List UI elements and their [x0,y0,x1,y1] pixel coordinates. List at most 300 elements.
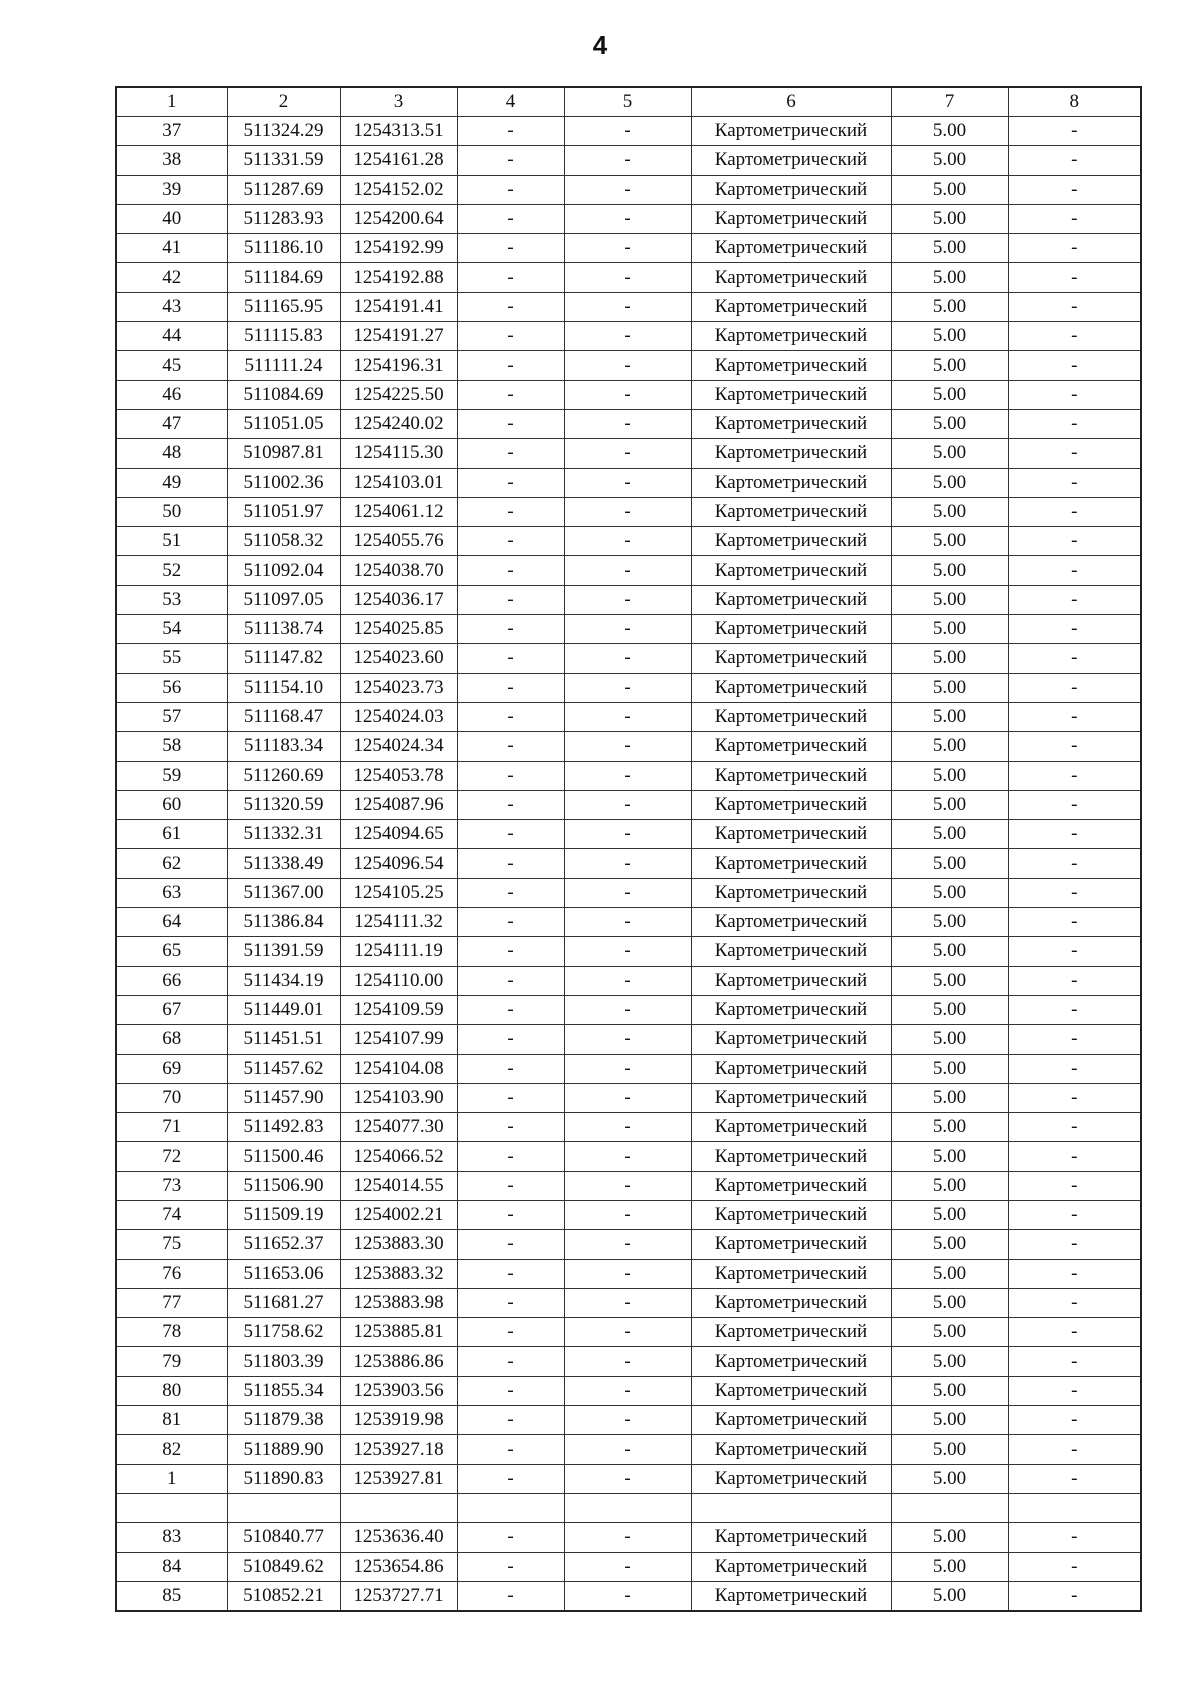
cell-x-coordinate: 511287.69 [227,175,340,204]
cell-point-number: 48 [116,439,227,468]
cell-col-8: - [1008,673,1141,702]
cell-y-coordinate: 1253883.98 [340,1288,457,1317]
cell-method: Картометрический [691,292,891,321]
cell-col-5: - [564,1054,691,1083]
cell-col-5: - [564,468,691,497]
column-header-col-4: 4 [457,87,564,117]
cell-col-8: - [1008,1054,1141,1083]
cell-col-4: - [457,117,564,146]
cell-col-4: - [457,322,564,351]
cell-y-coordinate: 1254094.65 [340,820,457,849]
cell-point-number: 67 [116,995,227,1024]
cell-col-8: - [1008,1406,1141,1435]
cell-col-4: - [457,380,564,409]
cell-col-8: - [1008,497,1141,526]
cell-accuracy: 5.00 [891,1464,1008,1493]
cell-x-coordinate: 511457.90 [227,1083,340,1112]
cell-y-coordinate: 1253927.81 [340,1464,457,1493]
cell-accuracy: 5.00 [891,761,1008,790]
cell-x-coordinate: 511681.27 [227,1288,340,1317]
cell-point-number: 44 [116,322,227,351]
cell-y-coordinate: 1254200.64 [340,204,457,233]
cell-col-5: - [564,849,691,878]
cell-x-coordinate: 511111.24 [227,351,340,380]
table-row [116,1142,1141,1171]
table-row [116,1376,1141,1405]
cell-accuracy: 5.00 [891,1318,1008,1347]
cell-col-5: - [564,1171,691,1200]
cell-col-4: - [457,204,564,233]
cell-point-number: 53 [116,585,227,614]
cell-method: Картометрический [691,820,891,849]
cell-col-8 [1008,1493,1141,1522]
cell-col-8: - [1008,1142,1141,1171]
table-row [116,1171,1141,1200]
cell-x-coordinate: 511386.84 [227,908,340,937]
cell-point-number: 64 [116,908,227,937]
cell-method: Картометрический [691,380,891,409]
cell-accuracy: 5.00 [891,1376,1008,1405]
cell-col-5: - [564,995,691,1024]
cell-col-5: - [564,1347,691,1376]
cell-y-coordinate: 1254191.41 [340,292,457,321]
cell-method: Картометрический [691,322,891,351]
cell-y-coordinate: 1254038.70 [340,556,457,585]
cell-col-5: - [564,527,691,556]
table-row [116,937,1141,966]
cell-col-8: - [1008,1464,1141,1493]
column-header-point-number: 1 [116,87,227,117]
cell-col-5: - [564,1376,691,1405]
cell-point-number: 54 [116,615,227,644]
cell-method: Картометрический [691,497,891,526]
cell-col-5: - [564,673,691,702]
cell-method: Картометрический [691,878,891,907]
cell-accuracy: 5.00 [891,263,1008,292]
cell-col-4: - [457,644,564,673]
cell-y-coordinate: 1254111.32 [340,908,457,937]
cell-col-4: - [457,615,564,644]
cell-method: Картометрический [691,937,891,966]
cell-col-4: - [457,1318,564,1347]
cell-y-coordinate: 1254024.34 [340,732,457,761]
cell-y-coordinate: 1254055.76 [340,527,457,556]
cell-point-number: 51 [116,527,227,556]
table-row [116,1347,1141,1376]
cell-x-coordinate: 511260.69 [227,761,340,790]
cell-method: Картометрический [691,849,891,878]
cell-col-4: - [457,1142,564,1171]
cell-point-number: 80 [116,1376,227,1405]
cell-col-8: - [1008,409,1141,438]
table-row [116,409,1141,438]
cell-col-8: - [1008,995,1141,1024]
cell-point-number: 50 [116,497,227,526]
cell-point-number: 84 [116,1552,227,1581]
cell-point-number: 1 [116,1464,227,1493]
cell-accuracy: 5.00 [891,556,1008,585]
cell-col-5: - [564,1406,691,1435]
cell-point-number: 76 [116,1259,227,1288]
cell-method: Картометрический [691,1171,891,1200]
cell-accuracy: 5.00 [891,615,1008,644]
cell-method: Картометрический [691,1406,891,1435]
table-row [116,1113,1141,1142]
cell-col-8: - [1008,1581,1141,1611]
cell-method: Картометрический [691,234,891,263]
cell-accuracy: 5.00 [891,234,1008,263]
cell-x-coordinate: 511758.62 [227,1318,340,1347]
cell-method: Картометрический [691,908,891,937]
cell-accuracy: 5.00 [891,292,1008,321]
cell-col-8: - [1008,790,1141,819]
cell-col-5: - [564,1435,691,1464]
table-row [116,204,1141,233]
cell-x-coordinate: 511165.95 [227,292,340,321]
cell-accuracy: 5.00 [891,849,1008,878]
cell-col-5: - [564,1142,691,1171]
cell-col-8: - [1008,1025,1141,1054]
cell-col-8: - [1008,761,1141,790]
cell-col-5: - [564,820,691,849]
cell-x-coordinate: 511186.10 [227,234,340,263]
cell-col-5: - [564,1523,691,1552]
table-row [116,380,1141,409]
cell-method: Картометрический [691,585,891,614]
table-row [116,1054,1141,1083]
cell-accuracy: 5.00 [891,1552,1008,1581]
cell-point-number: 58 [116,732,227,761]
table-row [116,351,1141,380]
cell-point-number: 49 [116,468,227,497]
table-row [116,439,1141,468]
cell-col-5: - [564,1113,691,1142]
cell-accuracy: 5.00 [891,644,1008,673]
cell-col-5: - [564,1318,691,1347]
cell-point-number: 59 [116,761,227,790]
cell-accuracy: 5.00 [891,1259,1008,1288]
cell-col-8: - [1008,702,1141,731]
cell-col-4: - [457,263,564,292]
cell-point-number: 71 [116,1113,227,1142]
cell-point-number: 63 [116,878,227,907]
cell-method: Картометрический [691,615,891,644]
cell-col-5: - [564,322,691,351]
cell-y-coordinate: 1254096.54 [340,849,457,878]
cell-col-4: - [457,1464,564,1493]
cell-point-number: 62 [116,849,227,878]
cell-accuracy: 5.00 [891,439,1008,468]
cell-col-4: - [457,1200,564,1229]
cell-method: Картометрический [691,175,891,204]
table-row [116,527,1141,556]
table-row [116,966,1141,995]
cell-col-8: - [1008,1347,1141,1376]
cell-col-4: - [457,556,564,585]
cell-y-coordinate: 1254024.03 [340,702,457,731]
cell-x-coordinate: 511138.74 [227,615,340,644]
cell-accuracy: 5.00 [891,585,1008,614]
cell-y-coordinate: 1254110.00 [340,966,457,995]
cell-col-4: - [457,1376,564,1405]
cell-x-coordinate: 510849.62 [227,1552,340,1581]
cell-col-4: - [457,1406,564,1435]
column-header-col-8: 8 [1008,87,1141,117]
cell-y-coordinate: 1254111.19 [340,937,457,966]
cell-y-coordinate: 1253654.86 [340,1552,457,1581]
cell-point-number: 56 [116,673,227,702]
cell-point-number: 69 [116,1054,227,1083]
cell-col-4: - [457,702,564,731]
cell-point-number: 74 [116,1200,227,1229]
cell-col-8: - [1008,146,1141,175]
cell-point-number: 42 [116,263,227,292]
table-row [116,117,1141,146]
table-row [116,1083,1141,1112]
cell-accuracy: 5.00 [891,878,1008,907]
cell-col-8: - [1008,468,1141,497]
cell-y-coordinate: 1254115.30 [340,439,457,468]
cell-col-4: - [457,761,564,790]
cell-accuracy: 5.00 [891,497,1008,526]
cell-x-coordinate: 511492.83 [227,1113,340,1142]
cell-col-8: - [1008,849,1141,878]
table-row [116,820,1141,849]
table-row [116,234,1141,263]
cell-accuracy: 5.00 [891,1581,1008,1611]
table-row [116,1493,1141,1522]
cell-col-4 [457,1493,564,1522]
cell-y-coordinate: 1254313.51 [340,117,457,146]
cell-col-8: - [1008,908,1141,937]
cell-point-number: 46 [116,380,227,409]
cell-x-coordinate: 511324.29 [227,117,340,146]
cell-x-coordinate: 511653.06 [227,1259,340,1288]
cell-point-number: 55 [116,644,227,673]
cell-point-number: 38 [116,146,227,175]
cell-y-coordinate: 1254192.88 [340,263,457,292]
cell-col-5: - [564,790,691,819]
cell-accuracy: 5.00 [891,1347,1008,1376]
cell-col-4: - [457,497,564,526]
cell-col-8: - [1008,351,1141,380]
cell-col-4: - [457,585,564,614]
cell-y-coordinate: 1254196.31 [340,351,457,380]
cell-col-8: - [1008,1552,1141,1581]
table-row [116,673,1141,702]
cell-method: Картометрический [691,1113,891,1142]
cell-accuracy [891,1493,1008,1522]
cell-x-coordinate: 511058.32 [227,527,340,556]
cell-y-coordinate: 1253886.86 [340,1347,457,1376]
cell-col-4: - [457,1552,564,1581]
cell-col-5: - [564,263,691,292]
cell-col-4: - [457,732,564,761]
cell-col-4: - [457,1230,564,1259]
cell-accuracy: 5.00 [891,1523,1008,1552]
table-row [116,1406,1141,1435]
cell-accuracy: 5.00 [891,204,1008,233]
cell-col-8: - [1008,556,1141,585]
cell-point-number [116,1493,227,1522]
cell-x-coordinate: 511879.38 [227,1406,340,1435]
cell-col-5: - [564,146,691,175]
cell-y-coordinate: 1253883.30 [340,1230,457,1259]
cell-accuracy: 5.00 [891,1054,1008,1083]
cell-x-coordinate: 511184.69 [227,263,340,292]
cell-col-5: - [564,1581,691,1611]
cell-col-5: - [564,234,691,263]
table-row [116,1464,1141,1493]
cell-method: Картометрический [691,351,891,380]
cell-x-coordinate: 511154.10 [227,673,340,702]
cell-y-coordinate: 1253919.98 [340,1406,457,1435]
cell-col-4: - [457,1581,564,1611]
cell-point-number: 47 [116,409,227,438]
cell-col-5: - [564,1025,691,1054]
cell-col-8: - [1008,1200,1141,1229]
cell-accuracy: 5.00 [891,351,1008,380]
cell-col-8: - [1008,1435,1141,1464]
cell-col-8: - [1008,1288,1141,1317]
cell-col-4: - [457,527,564,556]
cell-y-coordinate: 1254077.30 [340,1113,457,1142]
cell-col-8: - [1008,732,1141,761]
cell-col-4: - [457,1347,564,1376]
table-row [116,1259,1141,1288]
table-row [116,1230,1141,1259]
cell-accuracy: 5.00 [891,1406,1008,1435]
cell-method: Картометрический [691,1347,891,1376]
cell-col-4: - [457,439,564,468]
cell-col-4: - [457,1083,564,1112]
table-row [116,615,1141,644]
cell-col-4: - [457,468,564,497]
cell-x-coordinate: 511451.51 [227,1025,340,1054]
cell-col-5: - [564,1552,691,1581]
cell-col-5: - [564,204,691,233]
cell-method: Картометрический [691,995,891,1024]
cell-col-5: - [564,117,691,146]
cell-col-5 [564,1493,691,1522]
cell-x-coordinate: 511331.59 [227,146,340,175]
cell-method: Картометрический [691,468,891,497]
cell-method: Картометрический [691,761,891,790]
cell-x-coordinate: 511509.19 [227,1200,340,1229]
cell-y-coordinate: 1254240.02 [340,409,457,438]
cell-y-coordinate: 1254053.78 [340,761,457,790]
cell-col-8: - [1008,1318,1141,1347]
cell-col-5: - [564,1464,691,1493]
cell-point-number: 73 [116,1171,227,1200]
cell-x-coordinate: 511183.34 [227,732,340,761]
cell-col-4: - [457,1259,564,1288]
cell-point-number: 70 [116,1083,227,1112]
cell-col-5: - [564,761,691,790]
cell-method: Картометрический [691,1376,891,1405]
cell-col-8: - [1008,175,1141,204]
cell-method: Картометрический [691,117,891,146]
cell-col-5: - [564,644,691,673]
cell-point-number: 43 [116,292,227,321]
cell-x-coordinate: 511889.90 [227,1435,340,1464]
cell-col-4: - [457,673,564,702]
cell-method: Картометрический [691,1435,891,1464]
cell-y-coordinate: 1254036.17 [340,585,457,614]
cell-accuracy: 5.00 [891,117,1008,146]
cell-accuracy: 5.00 [891,527,1008,556]
cell-col-4: - [457,351,564,380]
cell-col-4: - [457,995,564,1024]
cell-col-4: - [457,966,564,995]
cell-point-number: 81 [116,1406,227,1435]
column-header-y-coordinate: 3 [340,87,457,117]
cell-x-coordinate: 511051.97 [227,497,340,526]
cell-col-5: - [564,351,691,380]
cell-col-5: - [564,409,691,438]
table-row [116,761,1141,790]
cell-col-5: - [564,1230,691,1259]
cell-col-4: - [457,820,564,849]
cell-x-coordinate: 511168.47 [227,702,340,731]
cell-method: Картометрический [691,1523,891,1552]
cell-point-number: 85 [116,1581,227,1611]
cell-col-8: - [1008,820,1141,849]
cell-y-coordinate: 1254104.08 [340,1054,457,1083]
cell-col-5: - [564,175,691,204]
table-row [116,1200,1141,1229]
cell-y-coordinate: 1254061.12 [340,497,457,526]
cell-y-coordinate: 1254161.28 [340,146,457,175]
cell-col-8: - [1008,1113,1141,1142]
cell-col-5: - [564,1259,691,1288]
cell-col-8: - [1008,234,1141,263]
cell-method: Картометрический [691,732,891,761]
cell-y-coordinate: 1254105.25 [340,878,457,907]
cell-method: Картометрический [691,1552,891,1581]
column-header-x-coordinate: 2 [227,87,340,117]
table-row [116,1025,1141,1054]
cell-col-5: - [564,1288,691,1317]
cell-accuracy: 5.00 [891,175,1008,204]
cell-x-coordinate: 511147.82 [227,644,340,673]
cell-point-number: 75 [116,1230,227,1259]
cell-method: Картометрический [691,409,891,438]
cell-point-number: 66 [116,966,227,995]
cell-method: Картометрический [691,644,891,673]
cell-method: Картометрический [691,1054,891,1083]
table-row [116,468,1141,497]
cell-col-8: - [1008,204,1141,233]
cell-x-coordinate: 511338.49 [227,849,340,878]
cell-col-5: - [564,878,691,907]
cell-col-4: - [457,1025,564,1054]
cell-accuracy: 5.00 [891,908,1008,937]
cell-col-4: - [457,175,564,204]
cell-col-8: - [1008,1259,1141,1288]
table-row [116,878,1141,907]
cell-point-number: 72 [116,1142,227,1171]
cell-x-coordinate: 511652.37 [227,1230,340,1259]
table-row [116,644,1141,673]
cell-method [691,1493,891,1522]
column-header-accuracy: 7 [891,87,1008,117]
cell-x-coordinate: 511084.69 [227,380,340,409]
cell-col-8: - [1008,644,1141,673]
cell-col-5: - [564,1200,691,1229]
cell-method: Картометрический [691,702,891,731]
cell-point-number: 37 [116,117,227,146]
